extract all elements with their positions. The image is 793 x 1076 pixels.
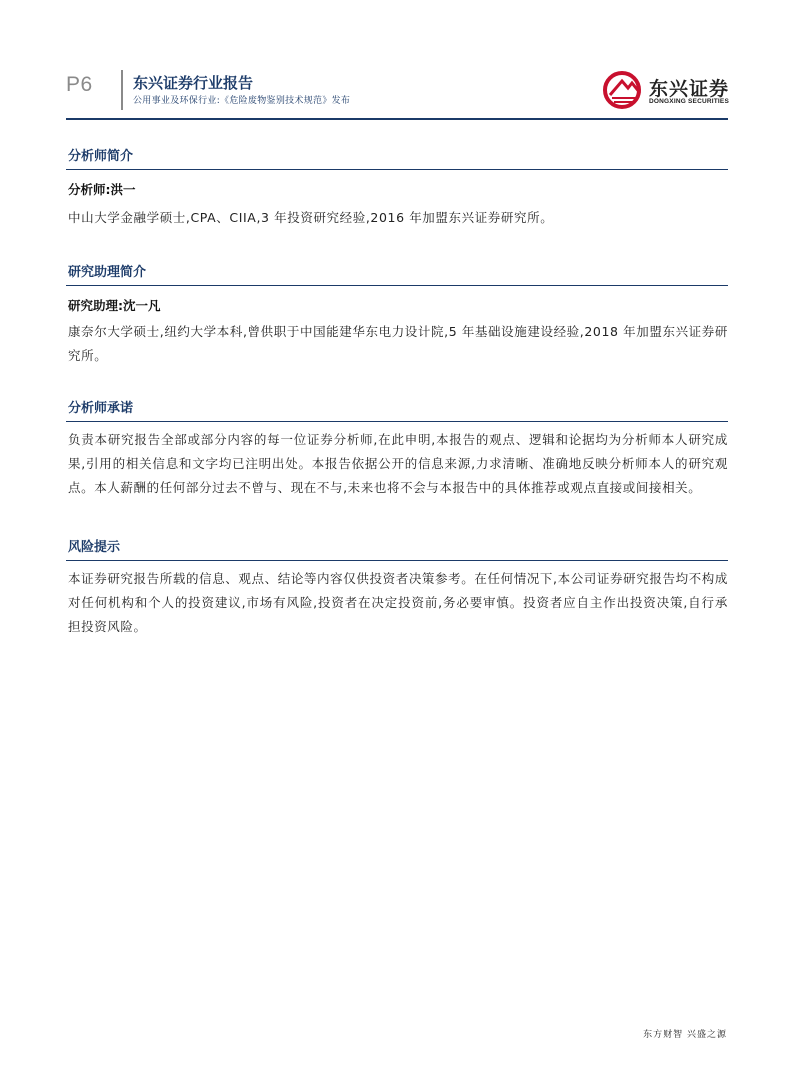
assistant-name: 研究助理:沈一凡 xyxy=(68,298,161,313)
page-number: P6 xyxy=(66,73,93,96)
assistant-section xyxy=(66,263,728,368)
section-rule xyxy=(66,169,728,170)
analyst-section xyxy=(66,147,728,230)
section-rule xyxy=(66,560,728,561)
section-rule xyxy=(66,285,728,286)
assistant-section-title: 研究助理简介 xyxy=(68,265,147,280)
report-type-title: 东兴证券行业报告 xyxy=(133,74,254,92)
risk-section xyxy=(66,538,728,639)
logo-chinese-text: 东兴证券 xyxy=(649,78,730,100)
analyst-name: 分析师:洪一 xyxy=(68,182,136,197)
header-divider xyxy=(121,70,123,110)
footer-slogan: 东方财智 兴盛之源 xyxy=(643,1030,727,1040)
section-rule xyxy=(66,421,728,422)
company-logo xyxy=(602,71,732,111)
logo-english-text: DONGXING SECURITIES xyxy=(649,98,730,105)
commitment-section-title: 分析师承诺 xyxy=(68,401,134,416)
report-subtitle: 公用事业及环保行业:《危险废物鉴别技术规范》发布 xyxy=(133,96,351,106)
header-rule xyxy=(66,118,728,120)
commitment-text: 负责本研究报告全部或部分内容的每一位证券分析师,在此申明,本报告的观点、逻辑和论据均为分析师本人研究成果,引用的相关信息和文字均已注明出处。本报告依据公开的信息来源,力求清晰、准确地反映分析师本人的研究观点。本人薪酬的任何部分过去不曾与、现在不与,未来也将不会与本报告中的具体推荐或观点直接或间接相关。 xyxy=(68,432,728,495)
logo-mark-icon xyxy=(602,71,644,109)
commitment-section xyxy=(66,399,728,500)
assistant-bio: 康奈尔大学硕士,纽约大学本科,曾供职于中国能建华东电力设计院,5 年基础设施建设经验,2018 年加盟东兴证券研究所。 xyxy=(68,324,728,363)
analyst-section-title: 分析师简介 xyxy=(68,149,134,164)
risk-text: 本证券研究报告所载的信息、观点、结论等内容仅供投资者决策参考。在任何情况下,本公司证券研究报告均不构成对任何机构和个人的投资建议,市场有风险,投资者在决定投资前,务必要审慎。投资者应自主作出投资决策,自行承担投资风险。 xyxy=(68,571,728,634)
risk-section-title: 风险提示 xyxy=(68,540,121,555)
analyst-bio: 中山大学金融学硕士,CPA、CIIA,3 年投资研究经验,2016 年加盟东兴证券研究所。 xyxy=(68,210,554,225)
